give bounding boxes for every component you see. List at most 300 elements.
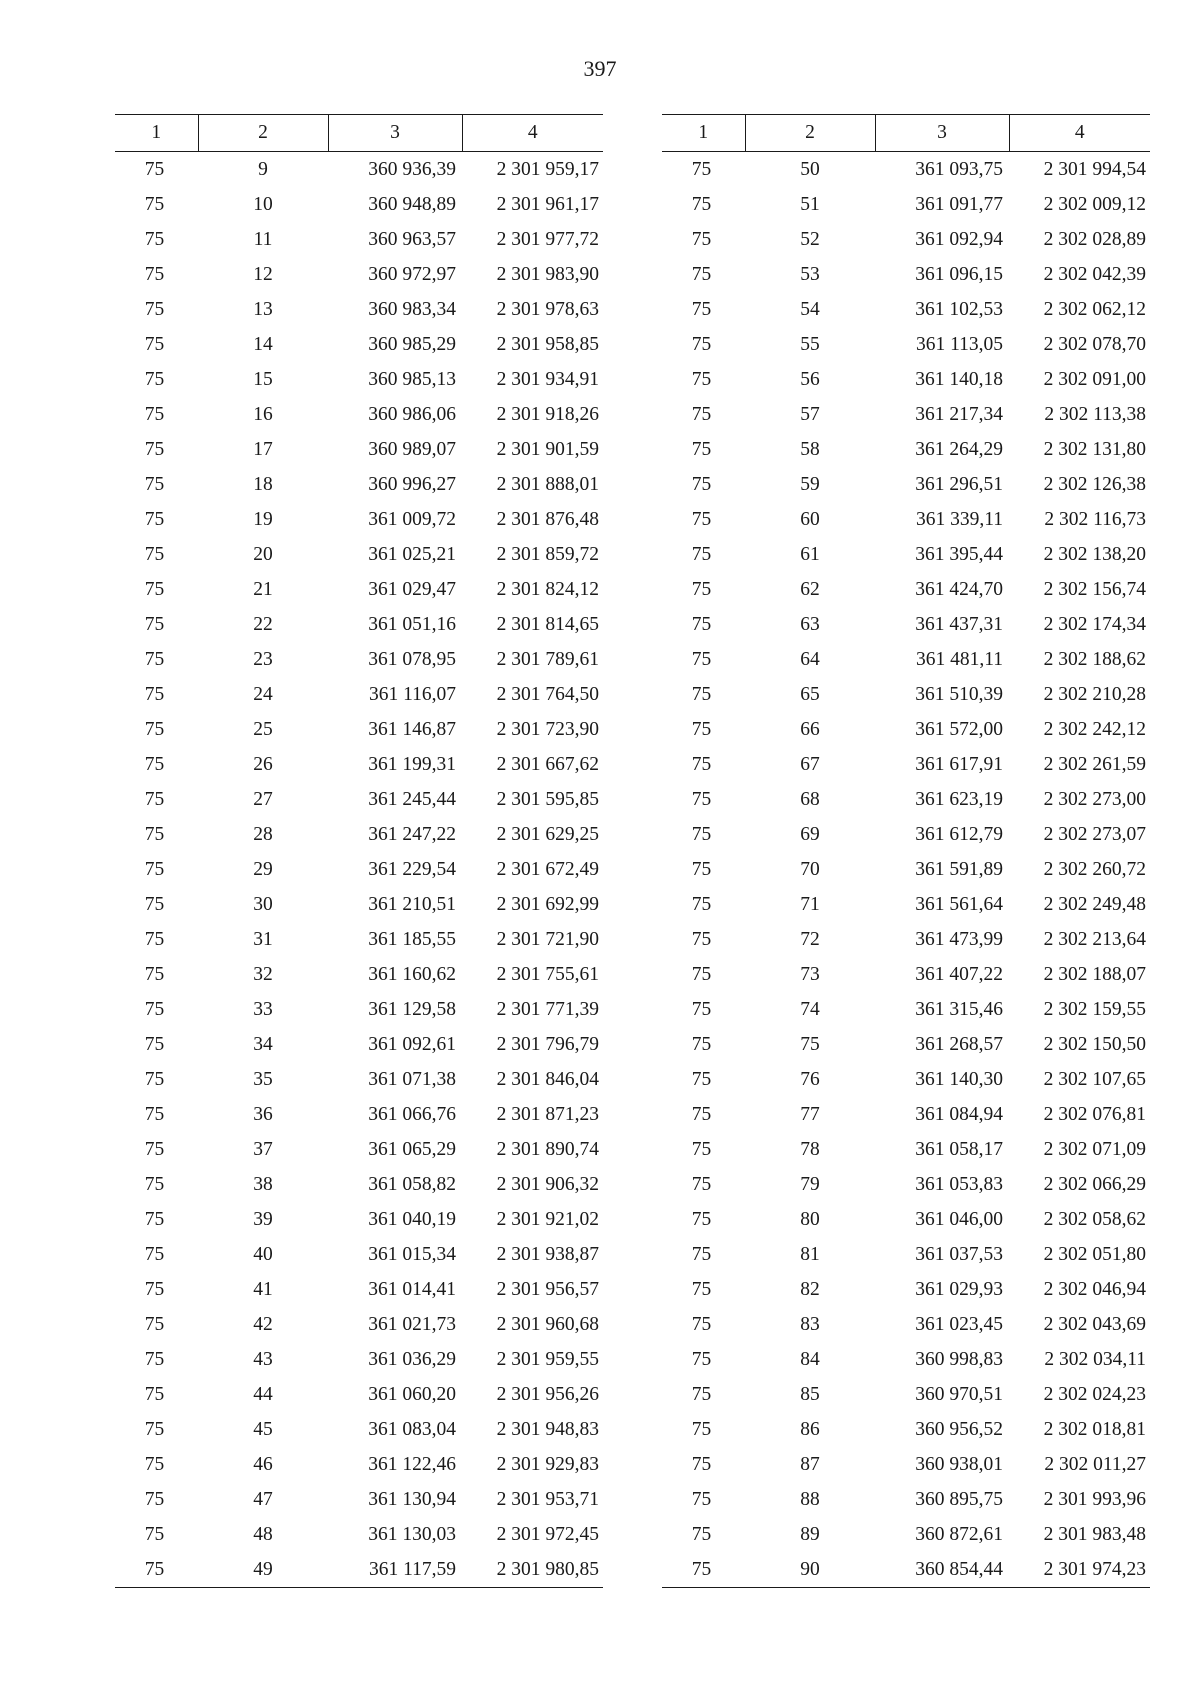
x-coordinate-cell: 360 895,75 — [915, 1489, 1003, 1510]
point-number-cell: 9 — [258, 159, 268, 180]
point-number-cell: 11 — [253, 229, 273, 250]
y-coordinate-cell: 2 302 034,11 — [1044, 1349, 1146, 1370]
x-coordinate-cell: 361 245,44 — [368, 789, 456, 810]
y-coordinate-cell: 2 301 629,25 — [496, 824, 599, 845]
point-number-cell: 48 — [253, 1524, 273, 1545]
table-row — [115, 1517, 603, 1552]
point-number-cell: 57 — [800, 404, 820, 425]
table-row — [115, 397, 603, 432]
x-coordinate-cell: 361 130,03 — [368, 1524, 456, 1545]
x-coordinate-cell: 361 315,46 — [915, 999, 1003, 1020]
x-coordinate-cell: 361 083,04 — [368, 1419, 456, 1440]
x-coordinate-cell: 361 185,55 — [368, 929, 456, 950]
zone-number-cell: 75 — [144, 1314, 165, 1335]
table-row — [662, 502, 1150, 537]
point-number-cell: 14 — [253, 334, 273, 355]
x-coordinate-cell: 360 938,01 — [915, 1454, 1003, 1475]
y-coordinate-cell: 2 301 796,79 — [496, 1034, 599, 1055]
table-row — [662, 222, 1150, 257]
zone-number-cell: 75 — [144, 789, 165, 810]
coordinates-table-left — [115, 114, 603, 1588]
x-coordinate-cell: 360 956,52 — [915, 1419, 1003, 1440]
point-number-cell: 36 — [253, 1104, 273, 1125]
table-row — [115, 1167, 603, 1202]
x-coordinate-cell: 361 264,29 — [915, 439, 1003, 460]
zone-number-cell: 75 — [144, 929, 165, 950]
column-header: 1 — [115, 115, 198, 152]
x-coordinate-cell: 361 481,11 — [915, 649, 1003, 670]
point-number-cell: 35 — [253, 1069, 273, 1090]
x-coordinate-cell: 361 510,39 — [915, 684, 1003, 705]
x-coordinate-cell: 361 561,64 — [915, 894, 1003, 915]
table-row — [662, 467, 1150, 502]
column-header: 1 — [662, 115, 745, 152]
point-number-cell: 37 — [253, 1139, 273, 1160]
y-coordinate-cell: 2 302 242,12 — [1043, 719, 1146, 740]
y-coordinate-cell: 2 301 974,23 — [1009, 1552, 1150, 1588]
x-coordinate-cell: 361 009,72 — [368, 509, 456, 530]
x-coordinate-cell: 361 247,22 — [368, 824, 456, 845]
x-coordinate-cell: 360 983,34 — [368, 299, 456, 320]
table-row — [115, 852, 603, 887]
x-coordinate-cell: 361 407,22 — [915, 964, 1003, 985]
y-coordinate-cell: 2 302 113,38 — [1044, 404, 1146, 425]
y-coordinate-cell: 2 302 062,12 — [1043, 299, 1146, 320]
table-row — [662, 1027, 1150, 1062]
y-coordinate-cell: 2 302 273,07 — [1043, 824, 1146, 845]
table-row — [662, 642, 1150, 677]
y-coordinate-cell: 2 301 972,45 — [496, 1524, 599, 1545]
x-coordinate-cell: 361 092,61 — [368, 1034, 456, 1055]
y-coordinate-cell: 2 302 046,94 — [1043, 1279, 1146, 1300]
point-number-cell: 78 — [800, 1139, 820, 1160]
table-row — [115, 1307, 603, 1342]
x-coordinate-cell: 361 065,29 — [368, 1139, 456, 1160]
zone-number-cell: 75 — [144, 999, 165, 1020]
table-body-left — [115, 152, 603, 1588]
y-coordinate-cell: 2 302 116,73 — [1044, 509, 1146, 530]
point-number-cell: 62 — [800, 579, 820, 600]
y-coordinate-cell: 2 302 042,39 — [1043, 264, 1146, 285]
table-row — [662, 747, 1150, 782]
table-row — [115, 712, 603, 747]
zone-number-cell: 75 — [691, 1244, 712, 1265]
y-coordinate-cell: 2 301 983,48 — [1043, 1524, 1146, 1545]
x-coordinate-cell: 361 424,70 — [915, 579, 1003, 600]
zone-number-cell: 75 — [144, 404, 165, 425]
point-number-cell: 33 — [253, 999, 273, 1020]
x-coordinate-cell: 360 996,27 — [368, 474, 456, 495]
point-number-cell: 56 — [800, 369, 820, 390]
point-number-cell: 54 — [800, 299, 820, 320]
x-coordinate-cell: 361 058,17 — [915, 1139, 1003, 1160]
y-coordinate-cell: 2 301 956,26 — [496, 1384, 599, 1405]
zone-number-cell: 75 — [691, 614, 712, 635]
x-coordinate-cell: 361 473,99 — [915, 929, 1003, 950]
y-coordinate-cell: 2 301 983,90 — [496, 264, 599, 285]
y-coordinate-cell: 2 301 814,65 — [496, 614, 599, 635]
zone-number-cell: 75 — [144, 1384, 165, 1405]
point-number-cell: 65 — [800, 684, 820, 705]
x-coordinate-cell: 361 612,79 — [915, 824, 1003, 845]
point-number-cell: 77 — [800, 1104, 820, 1125]
y-coordinate-cell: 2 301 980,85 — [462, 1552, 603, 1588]
zone-number-cell: 75 — [144, 1349, 165, 1370]
table-row — [662, 537, 1150, 572]
y-coordinate-cell: 2 301 958,85 — [496, 334, 599, 355]
y-coordinate-cell: 2 302 107,65 — [1043, 1069, 1146, 1090]
point-number-cell: 71 — [800, 894, 820, 915]
x-coordinate-cell: 361 071,38 — [368, 1069, 456, 1090]
zone-number-cell: 75 — [144, 894, 165, 915]
table-row — [662, 1062, 1150, 1097]
y-coordinate-cell: 2 302 213,64 — [1043, 929, 1146, 950]
point-number-cell: 69 — [800, 824, 820, 845]
table-row — [662, 852, 1150, 887]
x-coordinate-cell: 361 199,31 — [368, 754, 456, 775]
table-row — [662, 187, 1150, 222]
point-number-cell: 19 — [253, 509, 273, 530]
point-number-cell: 34 — [253, 1034, 273, 1055]
x-coordinate-cell: 361 036,29 — [368, 1349, 456, 1370]
table-row — [115, 292, 603, 327]
point-number-cell: 67 — [800, 754, 820, 775]
x-coordinate-cell: 361 116,07 — [368, 684, 456, 705]
zone-number-cell: 75 — [144, 264, 165, 285]
table-row — [662, 1202, 1150, 1237]
zone-number-cell: 75 — [691, 404, 712, 425]
table-row — [115, 1097, 603, 1132]
zone-number-cell: 75 — [144, 579, 165, 600]
y-coordinate-cell: 2 302 058,62 — [1043, 1209, 1146, 1230]
x-coordinate-cell: 360 989,07 — [368, 439, 456, 460]
y-coordinate-cell: 2 302 188,07 — [1043, 964, 1146, 985]
point-number-cell: 15 — [253, 369, 273, 390]
zone-number-cell: 75 — [691, 964, 712, 985]
zone-number-cell: 75 — [691, 929, 712, 950]
point-number-cell: 26 — [253, 754, 273, 775]
x-coordinate-cell: 361 217,34 — [915, 404, 1003, 425]
zone-number-cell: 75 — [144, 1489, 165, 1510]
table-row — [115, 817, 603, 852]
point-number-cell: 16 — [253, 404, 273, 425]
y-coordinate-cell: 2 301 921,02 — [496, 1209, 599, 1230]
zone-number-cell: 75 — [691, 1174, 712, 1195]
table-row — [662, 957, 1150, 992]
table-row — [662, 1552, 1150, 1588]
x-coordinate-cell: 361 129,58 — [368, 999, 456, 1020]
x-coordinate-cell: 361 029,47 — [368, 579, 456, 600]
zone-number-cell: 75 — [115, 1552, 198, 1588]
x-coordinate-cell: 361 029,93 — [915, 1279, 1003, 1300]
x-coordinate-cell: 360 948,89 — [368, 194, 456, 215]
y-coordinate-cell: 2 302 011,27 — [1044, 1454, 1146, 1475]
zone-number-cell: 75 — [144, 194, 165, 215]
x-coordinate-cell: 360 972,97 — [368, 264, 456, 285]
x-coordinate-cell: 360 936,39 — [368, 159, 456, 180]
x-coordinate-cell: 361 060,20 — [368, 1384, 456, 1405]
table-row — [662, 1342, 1150, 1377]
column-header: 3 — [328, 115, 462, 152]
point-number-cell: 51 — [800, 194, 820, 215]
point-number-cell: 88 — [800, 1489, 820, 1510]
point-number-cell: 31 — [253, 929, 273, 950]
table-row — [115, 327, 603, 362]
table-row — [115, 607, 603, 642]
zone-number-cell: 75 — [144, 1454, 165, 1475]
y-coordinate-cell: 2 302 091,00 — [1043, 369, 1146, 390]
point-number-cell: 12 — [253, 264, 273, 285]
table-row — [662, 572, 1150, 607]
x-coordinate-cell: 360 970,51 — [915, 1384, 1003, 1405]
table-row — [662, 257, 1150, 292]
table-row — [115, 1377, 603, 1412]
table-row — [662, 397, 1150, 432]
table-row — [662, 1307, 1150, 1342]
x-coordinate-cell: 361 296,51 — [915, 474, 1003, 495]
x-coordinate-cell: 361 572,00 — [915, 719, 1003, 740]
point-number-cell: 43 — [253, 1349, 273, 1370]
x-coordinate-cell: 361 160,62 — [368, 964, 456, 985]
table-row — [115, 1482, 603, 1517]
x-coordinate-cell: 361 146,87 — [368, 719, 456, 740]
y-coordinate-cell: 2 302 174,34 — [1043, 614, 1146, 635]
table-row — [662, 607, 1150, 642]
zone-number-cell: 75 — [691, 1104, 712, 1125]
x-coordinate-cell: 361 014,41 — [368, 1279, 456, 1300]
table-row — [662, 292, 1150, 327]
x-coordinate-cell: 361 023,45 — [915, 1314, 1003, 1335]
point-number-cell: 10 — [253, 194, 273, 215]
zone-number-cell: 75 — [691, 194, 712, 215]
y-coordinate-cell: 2 302 249,48 — [1043, 894, 1146, 915]
zone-number-cell: 75 — [144, 439, 165, 460]
point-number-cell: 44 — [253, 1384, 273, 1405]
zone-number-cell: 75 — [691, 999, 712, 1020]
x-coordinate-cell: 361 015,34 — [368, 1244, 456, 1265]
x-coordinate-cell: 361 395,44 — [915, 544, 1003, 565]
zone-number-cell: 75 — [144, 1419, 165, 1440]
x-coordinate-cell: 361 617,91 — [915, 754, 1003, 775]
table-row — [115, 152, 603, 188]
table-row — [115, 1552, 603, 1588]
y-coordinate-cell: 2 301 978,63 — [496, 299, 599, 320]
y-coordinate-cell: 2 301 959,17 — [496, 159, 599, 180]
table-row — [115, 992, 603, 1027]
point-number-cell: 66 — [800, 719, 820, 740]
zone-number-cell: 75 — [691, 1069, 712, 1090]
zone-number-cell: 75 — [691, 824, 712, 845]
point-number-cell: 63 — [800, 614, 820, 635]
table-row — [662, 992, 1150, 1027]
zone-number-cell: 75 — [144, 334, 165, 355]
x-coordinate-cell: 361 130,94 — [368, 1489, 456, 1510]
table-row — [662, 152, 1150, 188]
point-number-cell: 76 — [800, 1069, 820, 1090]
y-coordinate-cell: 2 302 159,55 — [1043, 999, 1146, 1020]
table-row — [115, 1237, 603, 1272]
y-coordinate-cell: 2 301 859,72 — [496, 544, 599, 565]
x-coordinate-cell: 361 437,31 — [915, 614, 1003, 635]
x-coordinate-cell: 360 986,06 — [368, 404, 456, 425]
y-coordinate-cell: 2 301 846,04 — [496, 1069, 599, 1090]
y-coordinate-cell: 2 301 901,59 — [496, 439, 599, 460]
y-coordinate-cell: 2 302 071,09 — [1043, 1139, 1146, 1160]
zone-number-cell: 75 — [691, 159, 712, 180]
x-coordinate-cell: 361 591,89 — [915, 859, 1003, 880]
y-coordinate-cell: 2 302 273,00 — [1043, 789, 1146, 810]
table-row — [662, 922, 1150, 957]
zone-number-cell: 75 — [144, 544, 165, 565]
point-number-cell: 28 — [253, 824, 273, 845]
table-row — [115, 782, 603, 817]
zone-number-cell: 75 — [691, 1524, 712, 1545]
point-number-cell: 59 — [800, 474, 820, 495]
column-header: 4 — [462, 115, 603, 152]
point-number-cell: 13 — [253, 299, 273, 320]
x-coordinate-cell: 360 985,29 — [368, 334, 456, 355]
y-coordinate-cell: 2 301 755,61 — [496, 964, 599, 985]
x-coordinate-cell: 361 093,75 — [915, 159, 1003, 180]
point-number-cell: 47 — [253, 1489, 273, 1510]
zone-number-cell: 75 — [144, 1174, 165, 1195]
y-coordinate-cell: 2 301 918,26 — [496, 404, 599, 425]
table-row — [662, 712, 1150, 747]
zone-number-cell: 75 — [144, 719, 165, 740]
table-row — [115, 537, 603, 572]
table-row — [115, 222, 603, 257]
x-coordinate-cell: 361 102,53 — [915, 299, 1003, 320]
x-coordinate-cell: 361 025,21 — [368, 544, 456, 565]
page-number: 397 — [583, 56, 617, 81]
zone-number-cell: 75 — [691, 1489, 712, 1510]
y-coordinate-cell: 2 302 156,74 — [1043, 579, 1146, 600]
table-row — [662, 362, 1150, 397]
y-coordinate-cell: 2 302 138,20 — [1043, 544, 1146, 565]
point-number-cell: 60 — [800, 509, 820, 530]
point-number-cell: 79 — [800, 1174, 820, 1195]
zone-number-cell: 75 — [691, 894, 712, 915]
table-row — [115, 572, 603, 607]
zone-number-cell: 75 — [144, 754, 165, 775]
table-row — [115, 1272, 603, 1307]
point-number-cell: 64 — [800, 649, 820, 670]
x-coordinate-cell: 361 021,73 — [368, 1314, 456, 1335]
zone-number-cell: 75 — [691, 264, 712, 285]
table-row — [115, 1447, 603, 1482]
y-coordinate-cell: 2 301 961,17 — [496, 194, 599, 215]
point-number-cell: 22 — [253, 614, 273, 635]
y-coordinate-cell: 2 302 188,62 — [1043, 649, 1146, 670]
point-number-cell: 24 — [253, 684, 273, 705]
zone-number-cell: 75 — [144, 1069, 165, 1090]
table-row — [662, 327, 1150, 362]
table-row — [662, 817, 1150, 852]
column-header: 2 — [745, 115, 875, 152]
point-number-cell: 30 — [253, 894, 273, 915]
zone-number-cell: 75 — [691, 369, 712, 390]
table-row — [115, 1132, 603, 1167]
x-coordinate-cell: 360 998,83 — [915, 1349, 1003, 1370]
zone-number-cell: 75 — [691, 649, 712, 670]
y-coordinate-cell: 2 302 131,80 — [1043, 439, 1146, 460]
zone-number-cell: 75 — [144, 299, 165, 320]
table-row — [662, 1517, 1150, 1552]
point-number-cell: 81 — [800, 1244, 820, 1265]
table-header-row — [662, 115, 1150, 152]
y-coordinate-cell: 2 302 028,89 — [1043, 229, 1146, 250]
zone-number-cell: 75 — [144, 1034, 165, 1055]
x-coordinate-cell: 361 078,95 — [368, 649, 456, 670]
point-number-cell: 32 — [253, 964, 273, 985]
zone-number-cell: 75 — [691, 684, 712, 705]
point-number-cell: 73 — [800, 964, 820, 985]
point-number-cell: 40 — [253, 1244, 273, 1265]
zone-number-cell: 75 — [144, 1279, 165, 1300]
point-number-cell: 84 — [800, 1349, 820, 1370]
zone-number-cell: 75 — [691, 1034, 712, 1055]
table-row — [662, 677, 1150, 712]
point-number-cell: 89 — [800, 1524, 820, 1545]
y-coordinate-cell: 2 301 595,85 — [496, 789, 599, 810]
point-number-cell: 55 — [800, 334, 820, 355]
y-coordinate-cell: 2 301 948,83 — [496, 1419, 599, 1440]
x-coordinate-cell: 361 092,94 — [915, 229, 1003, 250]
table-row — [662, 1097, 1150, 1132]
y-coordinate-cell: 2 301 994,54 — [1043, 159, 1146, 180]
zone-number-cell: 75 — [144, 684, 165, 705]
x-coordinate-cell: 361 051,16 — [368, 614, 456, 635]
y-coordinate-cell: 2 302 043,69 — [1043, 1314, 1146, 1335]
zone-number-cell: 75 — [144, 1139, 165, 1160]
y-coordinate-cell: 2 301 929,83 — [496, 1454, 599, 1475]
point-number-cell: 90 — [745, 1552, 875, 1588]
table-row — [662, 1237, 1150, 1272]
y-coordinate-cell: 2 301 938,87 — [496, 1244, 599, 1265]
point-number-cell: 27 — [253, 789, 273, 810]
zone-number-cell: 75 — [691, 1454, 712, 1475]
column-header: 3 — [875, 115, 1009, 152]
zone-number-cell: 75 — [691, 754, 712, 775]
y-coordinate-cell: 2 302 210,28 — [1043, 684, 1146, 705]
y-coordinate-cell: 2 301 692,99 — [496, 894, 599, 915]
y-coordinate-cell: 2 301 824,12 — [496, 579, 599, 600]
zone-number-cell: 75 — [691, 789, 712, 810]
y-coordinate-cell: 2 301 672,49 — [496, 859, 599, 880]
point-number-cell: 21 — [253, 579, 273, 600]
point-number-cell: 29 — [253, 859, 273, 880]
zone-number-cell: 75 — [144, 824, 165, 845]
point-number-cell: 70 — [800, 859, 820, 880]
point-number-cell: 18 — [253, 474, 273, 495]
y-coordinate-cell: 2 302 078,70 — [1043, 334, 1146, 355]
point-number-cell: 80 — [800, 1209, 820, 1230]
point-number-cell: 72 — [800, 929, 820, 950]
point-number-cell: 39 — [253, 1209, 273, 1230]
zone-number-cell: 75 — [691, 719, 712, 740]
table-row — [662, 432, 1150, 467]
zone-number-cell: 75 — [691, 1349, 712, 1370]
zone-number-cell: 75 — [144, 1209, 165, 1230]
zone-number-cell: 75 — [144, 614, 165, 635]
x-coordinate-cell: 361 091,77 — [915, 194, 1003, 215]
zone-number-cell: 75 — [691, 229, 712, 250]
x-coordinate-cell: 361 053,83 — [915, 1174, 1003, 1195]
zone-number-cell: 75 — [662, 1552, 745, 1588]
x-coordinate-cell: 361 117,59 — [328, 1552, 462, 1588]
zone-number-cell: 75 — [144, 369, 165, 390]
point-number-cell: 42 — [253, 1314, 273, 1335]
